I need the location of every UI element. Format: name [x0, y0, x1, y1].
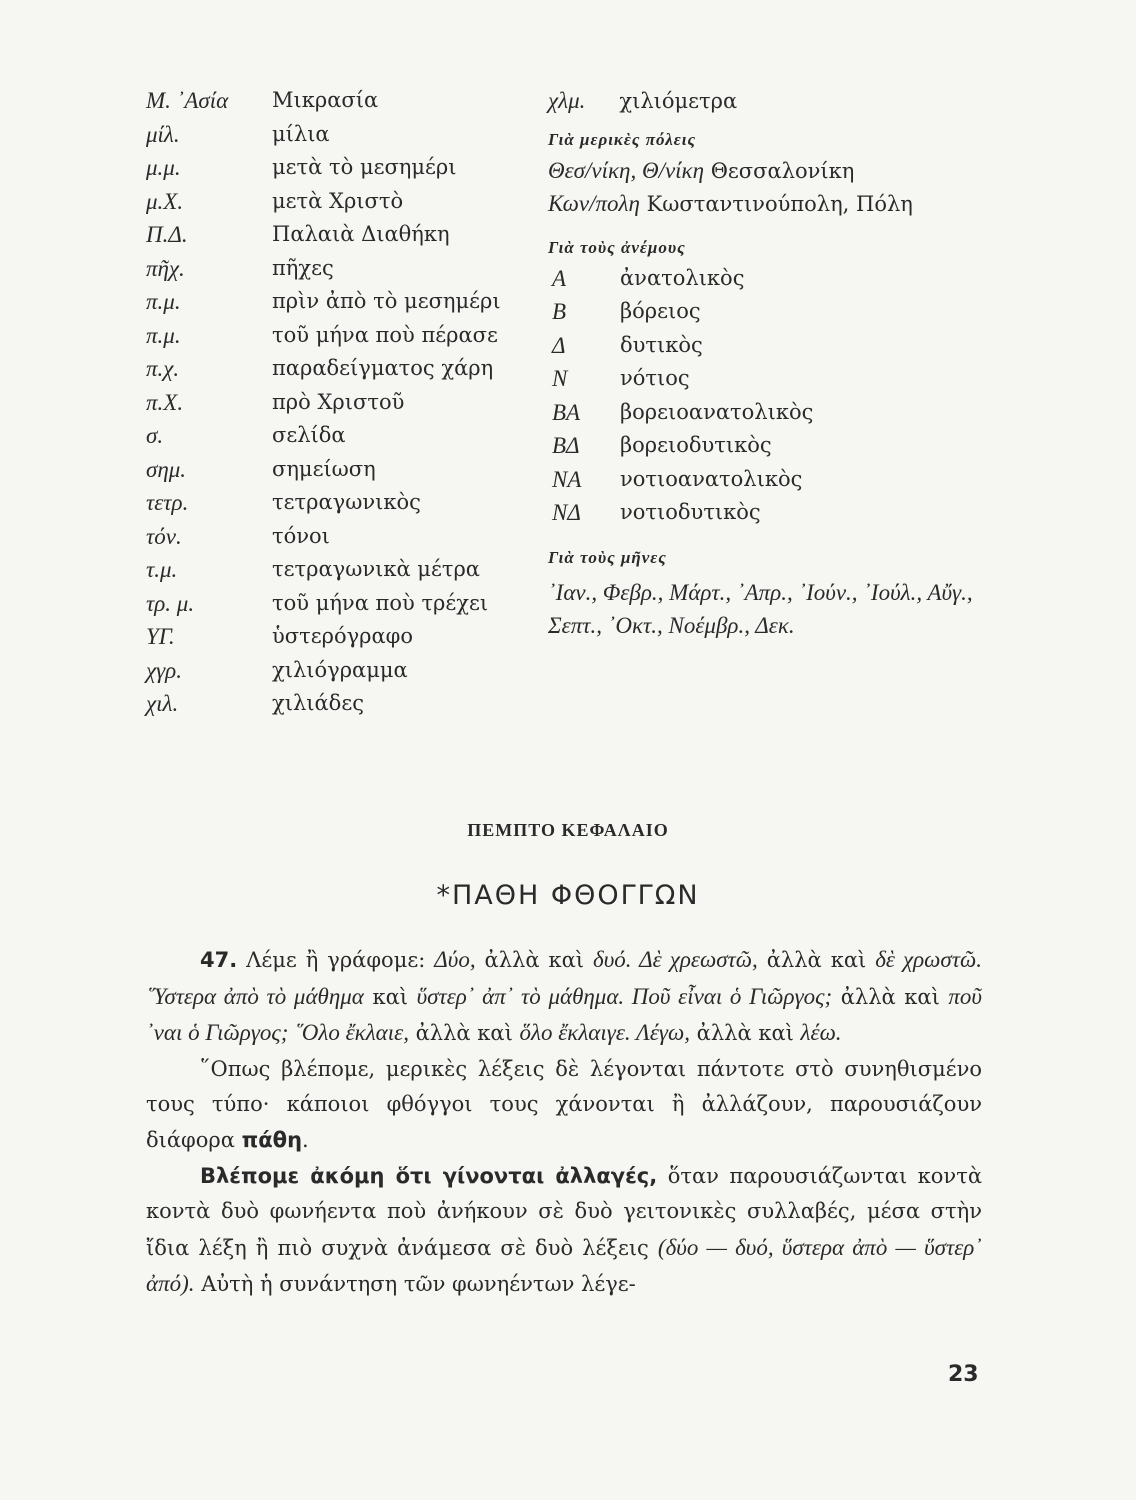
- abbreviation-row: [146, 423, 546, 457]
- text: Λέμε ἢ γράφομε:: [237, 948, 435, 972]
- text: ἀλλὰ καὶ: [757, 948, 876, 972]
- abbreviation: τ.μ.: [146, 557, 178, 582]
- abbreviation-row: [146, 88, 546, 122]
- abbreviation-meaning: ὑστερόγραφο: [272, 624, 414, 648]
- wind-row: [548, 266, 1008, 300]
- abbreviation-meaning: παραδείγματος χάρη: [272, 356, 494, 380]
- abbreviation-row: [146, 624, 546, 658]
- abbreviation: σ.: [146, 423, 164, 448]
- wind-row: [548, 400, 1008, 434]
- abbreviation-meaning: ἀνατολικὸς: [620, 265, 745, 290]
- city-row: [548, 191, 1008, 224]
- text: .: [302, 1127, 309, 1152]
- months-heading: Γιὰ τοὺς μῆνες: [548, 547, 667, 567]
- abbreviation-row: [146, 155, 546, 189]
- abbreviation: χγρ.: [146, 657, 182, 683]
- abbreviation-row: [146, 591, 546, 625]
- text: Αὐτὴ ἡ συνάντηση τῶν φωνηέντων λέγε-: [194, 1272, 636, 1297]
- abbreviation-meaning: τετραγωνικὸς: [272, 490, 421, 514]
- abbreviation-row: [146, 122, 546, 156]
- paragraph: [146, 1159, 982, 1303]
- abbreviation: ΥΓ.: [146, 624, 175, 649]
- abbreviation: π.μ.: [146, 289, 181, 314]
- abbreviation-meaning: σελίδα: [272, 423, 346, 447]
- abbreviation-meaning: Μικρασία: [272, 88, 379, 112]
- abbreviation: π.μ.: [146, 322, 181, 348]
- abbreviation: π.χ.: [146, 356, 180, 381]
- abbreviation-meaning: τοῦ μήνα ποὺ τρέχει: [272, 590, 489, 615]
- abbreviation: μ.μ.: [146, 155, 181, 180]
- abbreviation-meaning: νοτιοανατολικὸς: [620, 466, 803, 491]
- abbreviation-meaning: σημείωση: [272, 456, 376, 481]
- text: ἀλλὰ καὶ: [832, 984, 949, 1009]
- city-row: [548, 158, 1008, 191]
- abbreviation-meaning: χιλιόγραμμα: [272, 657, 408, 682]
- abbreviation-meaning: χιλιόμετρα: [619, 89, 738, 113]
- example: λέω.: [800, 1020, 842, 1046]
- abbreviation-meaning: τόνοι: [272, 523, 330, 548]
- section-title: *ΠΑΘΗ ΦΘΟΓΓΩΝ: [436, 880, 700, 911]
- right-column: [548, 88, 1008, 642]
- abbreviation: ΝΔ: [552, 500, 581, 525]
- abbreviation: Ν: [552, 366, 568, 391]
- wind-row: [548, 500, 1008, 534]
- text: καὶ: [363, 984, 417, 1009]
- abbreviation-row: [146, 390, 546, 424]
- abbreviation: ΒΔ: [552, 433, 580, 458]
- text: ἀλλὰ καὶ: [689, 1021, 801, 1046]
- abbreviation-meaning: Θεσσαλονίκη: [710, 158, 855, 183]
- abbreviation: τόν.: [146, 523, 182, 549]
- chapter-heading: ΠΕΜΠΤΟ ΚΕΦΑΛΑΙΟ: [467, 820, 669, 840]
- abbreviation: Π.Δ.: [146, 222, 188, 247]
- abbreviation: μ.Χ.: [146, 188, 184, 214]
- abbreviation: π.Χ.: [146, 389, 184, 415]
- abbreviation: Θεσ/νίκη, Θ/νίκη: [548, 157, 705, 183]
- paragraph-number: 47.: [200, 948, 238, 972]
- abbreviation: Κων/πολη: [548, 190, 640, 216]
- abbreviation: ΒΑ: [552, 399, 581, 425]
- paragraph-47: [146, 942, 982, 1052]
- abbreviation-list: [146, 88, 546, 725]
- abbreviation: πῆχ.: [146, 255, 185, 281]
- bold-term: Βλέπομε ἀκόμη ὅτι γίνονται ἀλλαγές,: [200, 1163, 658, 1188]
- page-number: 23: [948, 1362, 979, 1387]
- abbreviation: χιλ.: [146, 691, 179, 716]
- wind-row: [548, 299, 1008, 333]
- abbreviation-row: [146, 457, 546, 491]
- abbreviation: τρ. μ.: [146, 590, 195, 616]
- wind-row: [548, 366, 1008, 400]
- abbreviation-meaning: μετὰ Χριστὸ: [272, 188, 404, 213]
- abbreviation-meaning: νοτιοδυτικὸς: [620, 500, 761, 524]
- abbreviation-row: [146, 222, 546, 256]
- example: ὕστερ᾿ ἀπ᾿ τὸ μάθημα. Ποῦ εἶναι ὁ Γιῶργος;: [416, 983, 833, 1009]
- abbreviation: ΝΑ: [552, 466, 582, 492]
- example: ὅλο ἔκλαιγε. Λέγω,: [519, 1020, 690, 1046]
- abbreviation-meaning: χιλιάδες: [272, 691, 364, 715]
- abbreviation: μίλ.: [146, 121, 180, 147]
- months-list: ᾿Ιαν., Φεβρ., Μάρτ., ᾿Απρ., ᾿Ιούν., ᾿Ιούλ., Αὔγ., Σεπτ., ᾿Οκτ., Νοέμβρ., Δεκ.: [548, 579, 973, 638]
- abbreviation-row: [146, 323, 546, 357]
- text: ἀλλὰ καὶ: [475, 948, 594, 972]
- abbreviation: Μ. ᾿Ασία: [146, 88, 229, 113]
- abbreviation-meaning: τοῦ μήνα ποὺ πέρασε: [272, 322, 498, 347]
- abbreviation-row: [146, 289, 546, 323]
- abbreviation-meaning: Παλαιὰ Διαθήκη: [272, 222, 450, 246]
- abbreviation-meaning: πρὶν ἀπὸ τὸ μεσημέρι: [272, 289, 501, 313]
- abbreviation-meaning: πρὸ Χριστοῦ: [272, 389, 405, 414]
- example: δυό. Δὲ χρεωστῶ,: [593, 947, 758, 972]
- abbreviation-meaning: Κωσταντινούπολη, Πόλη: [646, 191, 913, 216]
- abbreviation-meaning: βόρειος: [620, 299, 701, 323]
- wind-row: [548, 333, 1008, 367]
- text: ῞Οπως βλέπομε, μερικὲς λέξεις δὲ λέγονται πάντοτε στὸ συνηθισμένο τους τύπο· κάποιοι φθόγγοι τους χάνονται ἢ ἀλλάζουν, παρουσιάζουν διάφορα: [146, 1056, 982, 1152]
- abbreviation-meaning: μίλια: [272, 121, 330, 146]
- abbreviation-row: [146, 658, 546, 692]
- example: Δύο,: [434, 947, 476, 972]
- abbreviation: Β: [552, 299, 567, 324]
- abbreviation: Α: [552, 265, 567, 291]
- abbreviation: τετρ.: [146, 490, 189, 515]
- example: (δύο — δυό, ὕστερα ἀπὸ — ὕστερ᾿ ἀπό).: [146, 1234, 982, 1297]
- paragraph: [146, 1052, 982, 1159]
- abbreviation-row: [146, 524, 546, 558]
- abbreviation: χλμ.: [548, 88, 586, 113]
- abbreviation-meaning: βορειοδυτικὸς: [620, 433, 772, 457]
- text: ἀλλὰ καὶ: [408, 1021, 520, 1046]
- abbreviation-row: [146, 356, 546, 390]
- abbreviation-meaning: μετὰ τὸ μεσημέρι: [272, 155, 457, 179]
- wind-row: [548, 467, 1008, 501]
- abbreviation-meaning: δυτικὸς: [620, 332, 703, 357]
- abbreviation-row: [146, 490, 546, 524]
- abbreviation: σημ.: [146, 456, 187, 482]
- abbreviation-meaning: πῆχες: [272, 255, 334, 280]
- abbreviation: Δ: [552, 332, 566, 358]
- winds-heading: Γιὰ τοὺς ἀνέμους: [548, 237, 686, 257]
- bold-term: πάθη: [241, 1127, 303, 1152]
- abbreviation-row: [146, 256, 546, 290]
- abbreviation-meaning: τετραγωνικὰ μέτρα: [272, 557, 480, 581]
- abbreviation-row: [146, 189, 546, 223]
- example: ποῦ ᾿ναι ὁ Γιῶργος; ῞Ολο ἔκλαιε,: [146, 983, 982, 1046]
- abbreviation-meaning: βορειοανατολικὸς: [620, 399, 814, 424]
- km-row: [548, 88, 1008, 122]
- body-text: [146, 942, 982, 1303]
- abbreviation-meaning: νότιος: [620, 366, 690, 390]
- abbreviation-row: [146, 691, 546, 725]
- text: ὅταν παρουσιάζωνται κοντὰ κοντὰ δυὸ φωνήεντα ποὺ ἀνήκουν σὲ δυὸ γειτονικὲς συλλαβές, μέσα στὴν ἴδια λέξη ἢ πιὸ συχνὰ ἀνάμεσα σὲ δυὸ λέξεις: [146, 1163, 983, 1260]
- cities-heading: Γιὰ μερικὲς πόλεις: [548, 129, 697, 149]
- example: δὲ χρωστῶ. ῞Υστερα ἀπὸ τὸ μάθημα: [146, 947, 982, 1009]
- wind-row: [548, 433, 1008, 467]
- abbreviation-row: [146, 557, 546, 591]
